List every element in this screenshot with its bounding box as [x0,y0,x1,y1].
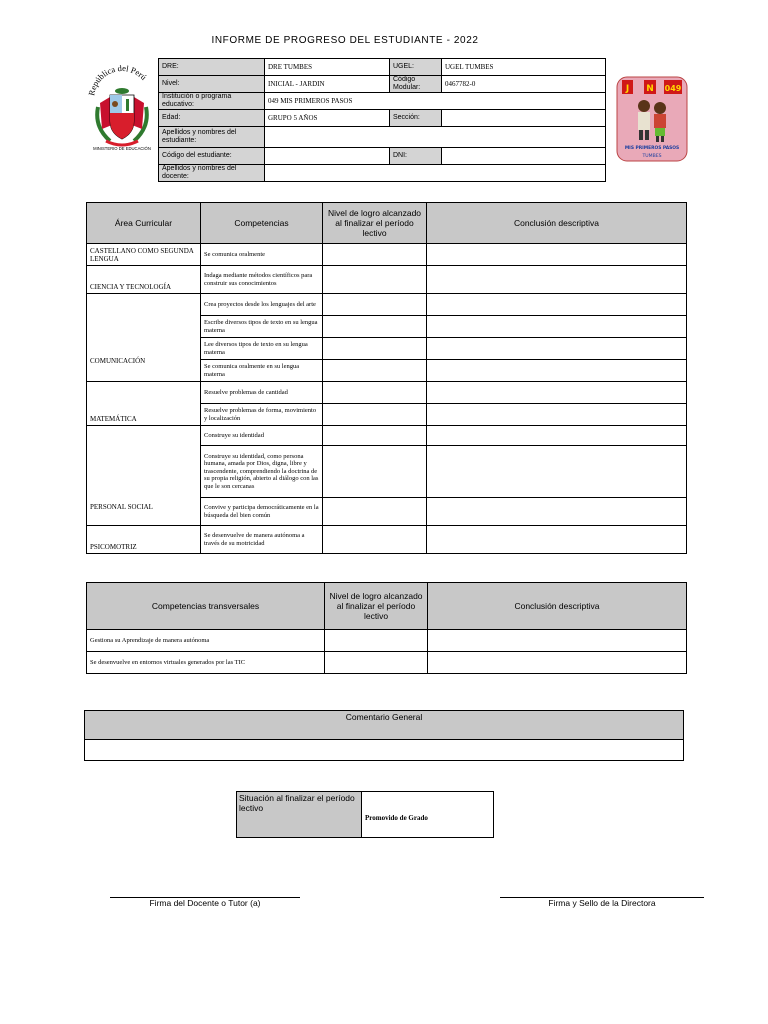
dre-label: DRE: [159,59,265,76]
docente-label: Apellidos y nombres del docente: [159,165,265,182]
nivel-logro-cell[interactable] [325,652,428,674]
header-nivel-logro: Nivel de logro alcanzado al finalizar el período lectivo [323,203,427,244]
general-comment-header: Comentario General [85,711,684,740]
nivel-logro-cell[interactable] [325,630,428,652]
nivel-logro-cell[interactable] [323,498,427,526]
competencia-cell: Resuelve problemas de cantidad [201,382,323,404]
competencia-cell: Crea proyectos desde los lenguajes del arte [201,294,323,316]
table-row [87,294,687,316]
competencia-cell: Se comunica oralmente en su lengua materna [201,360,323,382]
codigo-modular-label: Código Modular: [390,76,442,93]
seccion-value[interactable] [442,110,606,127]
logo-number: 049 [664,84,682,93]
conclusion-cell[interactable] [427,360,687,382]
nivel-logro-cell[interactable] [323,360,427,382]
conclusion-cell[interactable] [427,266,687,294]
table-row [87,630,687,652]
nivel-logro-cell[interactable] [323,244,427,266]
nivel-logro-cell[interactable] [323,446,427,498]
table-row [87,266,687,294]
student-info-table [158,58,606,182]
area-castellano: CASTELLANO COMO SEGUNDA LENGUA [87,244,201,266]
ugel-label: UGEL: [390,59,442,76]
conclusion-cell[interactable] [427,294,687,316]
nivel-logro-cell[interactable] [323,426,427,446]
ugel-value[interactable]: UGEL TUMBES [442,59,606,76]
final-status-value[interactable]: Promovido de Grado [362,792,494,838]
logo-arc-text: República del Perú [86,62,149,97]
nivel-logro-cell[interactable] [323,266,427,294]
estudiante-label: Apellidos y nombres del estudiante: [159,127,265,148]
table-row [87,382,687,404]
general-comment-field[interactable] [85,740,684,761]
conclusion-cell[interactable] [428,652,687,674]
logo-caption: MINISTERIO DE EDUCACIÓN [93,146,151,151]
header-conclusion: Conclusión descriptiva [428,583,687,630]
area-matematica: MATEMÁTICA [87,382,201,426]
competencia-cell: Se desenvuelve de manera autónoma a través de su motricidad [201,526,323,554]
codigo-estudiante-label: Código del estudiante: [159,148,265,165]
nivel-value[interactable]: INICIAL - JARDIN [265,76,390,93]
transversal-competencia-cell: Se desenvuelve en entornos virtuales generados por las TIC [87,652,325,674]
page-title: INFORME DE PROGRESO DEL ESTUDIANTE - 2022 [211,35,479,46]
logo-caption-top: MIS PRIMEROS PASOS [624,146,680,151]
edad-label: Edad: [159,110,265,127]
peru-coat-of-arms-logo [86,55,158,153]
director-signature-label: Firma y Sello de la Directora [548,898,656,908]
competencia-cell: Lee diversos tipos de texto en su lengua materna [201,338,323,360]
competencia-cell: Indaga mediante métodos científicos para construir sus conocimientos [201,266,323,294]
edad-value[interactable]: GRUPO 5 AÑOS [265,110,390,127]
nivel-logro-cell[interactable] [323,526,427,554]
conclusion-cell[interactable] [427,498,687,526]
competencia-cell: Construye su identidad, como persona humana, amada por Dios, digna, libre y trascendente, comprendiendo la doctrina de su propia religión, abierto al diálogo con las que le son cercanas [201,446,323,498]
competencia-cell: Escribe diversos tipos de texto en su lengua materna [201,316,323,338]
final-status-label: Situación al finalizar el período lectivo [237,792,362,838]
seccion-label: Sección: [390,110,442,127]
area-ciencia: CIENCIA Y TECNOLOGÍA [87,266,201,294]
competencies-table [86,202,687,554]
table-row [87,244,687,266]
conclusion-cell[interactable] [427,446,687,498]
institucion-value[interactable]: 049 MIS PRIMEROS PASOS [265,93,606,110]
transversal-competencies-table [86,582,687,674]
competencia-cell: Resuelve problemas de forma, movimiento y localización [201,404,323,426]
estudiante-value[interactable] [265,127,606,148]
competencia-cell: Se comunica oralmente [201,244,323,266]
nivel-logro-cell[interactable] [323,404,427,426]
codigo-estudiante-value[interactable] [265,148,390,165]
table-row [87,426,687,446]
logo-caption-bottom: TUMBES [642,154,662,159]
header-nivel-logro: Nivel de logro alcanzado al finalizar el período lectivo [325,583,428,630]
competencia-cell: Construye su identidad [201,426,323,446]
final-status-table [236,791,494,838]
conclusion-cell[interactable] [427,338,687,360]
dni-value[interactable] [442,148,606,165]
school-logo [616,76,688,162]
docente-value[interactable] [265,165,606,182]
competencia-cell: Convive y participa democráticamente en la búsqueda del bien común [201,498,323,526]
logo-letter-j: J [625,84,630,94]
conclusion-cell[interactable] [427,426,687,446]
header-area-curricular: Área Curricular [87,203,201,244]
conclusion-cell[interactable] [427,316,687,338]
area-comunicacion: COMUNICACIÓN [87,294,201,382]
codigo-modular-value[interactable]: 0467782-0 [442,76,606,93]
logo-letter-n: N [646,84,654,94]
institucion-label: Institución o programa educativo: [159,93,265,110]
conclusion-cell[interactable] [428,630,687,652]
nivel-logro-cell[interactable] [323,316,427,338]
nivel-label: Nivel: [159,76,265,93]
header-conclusion: Conclusión descriptiva [427,203,687,244]
transversal-competencia-cell: Gestiona su Aprendizaje de manera autónoma [87,630,325,652]
conclusion-cell[interactable] [427,382,687,404]
nivel-logro-cell[interactable] [323,338,427,360]
area-personal-social: PERSONAL SOCIAL [87,426,201,526]
general-comment-table [84,710,684,761]
nivel-logro-cell[interactable] [323,382,427,404]
nivel-logro-cell[interactable] [323,294,427,316]
area-psicomotriz: PSICOMOTRIZ [87,526,201,554]
header-competencias: Competencias [201,203,323,244]
conclusion-cell[interactable] [427,526,687,554]
header-competencias-transversales: Competencias transversales [87,583,325,630]
teacher-signature-label: Firma del Docente o Tutor (a) [149,898,261,908]
dre-value[interactable]: DRE TUMBES [265,59,390,76]
table-row [87,652,687,674]
table-row [87,526,687,554]
conclusion-cell[interactable] [427,404,687,426]
dni-label: DNI: [390,148,442,165]
conclusion-cell[interactable] [427,244,687,266]
